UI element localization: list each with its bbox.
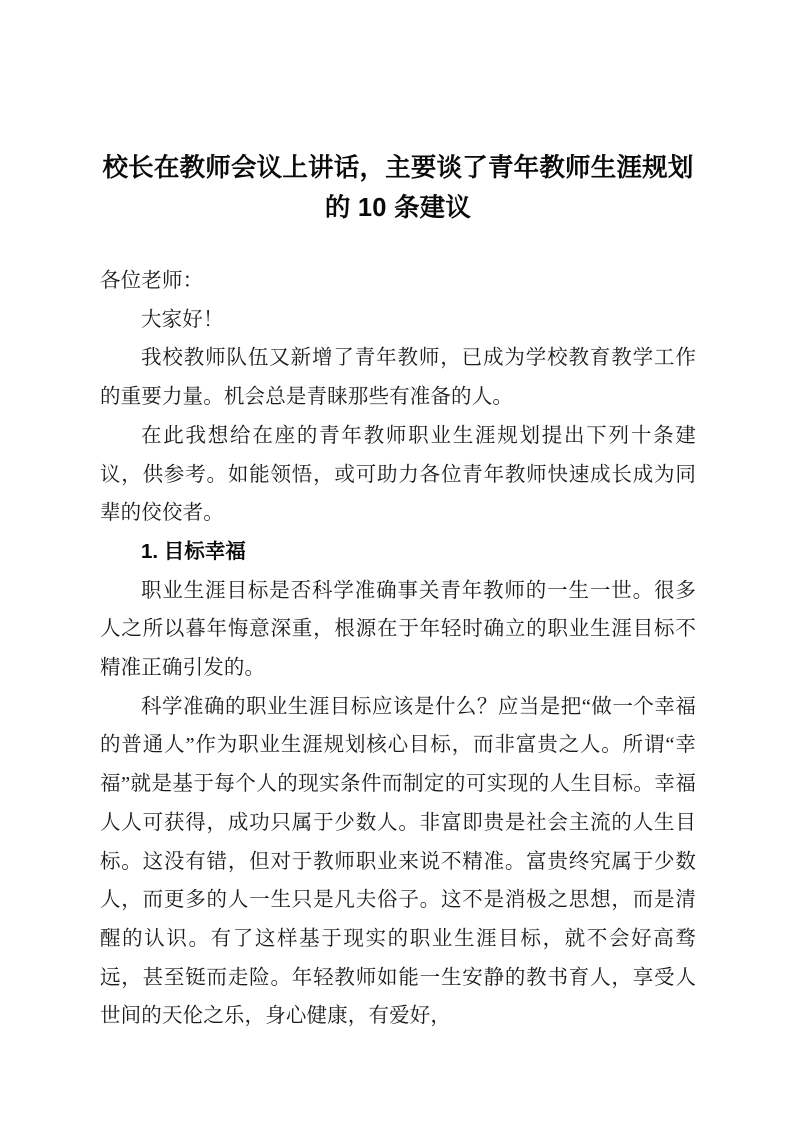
section-1-paragraph-2: 科学准确的职业生涯目标应该是什么？应当是把“做一个幸福的普通人”作为职业生涯规划核心目标，而非富贵之人。所谓“幸福”就是基于每个人的现实条件而制定的可实现的人生目标。幸福人人可获得，成功只属于少数人。非富即贵是社会主流的人生目标。这没有错，但对于教师职业来说不精准。富贵终究属于少数人，而更多的人一生只是凡夫俗子。这不是消极之思想，而是清醒的认识。有了这样基于现实的职业生涯目标，就不会好高骛远，甚至铤而走险。年轻教师如能一生安静的教书育人，享受人世间的天伦之乐，身心健康，有爱好， bbox=[100, 695, 696, 1028]
section-heading-1: 1. 目标幸福 bbox=[141, 539, 246, 563]
section-1-paragraph-1: 职业生涯目标是否科学准确事关青年教师的一生一世。很多人之所以暮年悔意深重，根源在于年轻时确立的职业生涯目标不精准正确引发的。 bbox=[100, 579, 696, 680]
greeting-line: 大家好！ bbox=[141, 308, 224, 331]
intro-paragraph-1: 我校教师队伍又新增了青年教师，已成为学校教育教学工作的重要力量。机会总是青睐那些有准备的人。 bbox=[100, 347, 696, 409]
intro-paragraph-2: 在此我想给在座的青年教师职业生涯规划提出下列十条建议，供参考。如能领悟，或可助力各位青年教师快速成长成为同辈的佼佼者。 bbox=[100, 424, 696, 525]
page-content bbox=[100, 0, 696, 1036]
document-body bbox=[100, 262, 696, 1036]
salutation-line: 各位老师： bbox=[100, 270, 204, 292]
document-title: 校长在教师会议上讲话，主要谈了青年教师生涯规划的 10 条建议 bbox=[102, 154, 694, 222]
